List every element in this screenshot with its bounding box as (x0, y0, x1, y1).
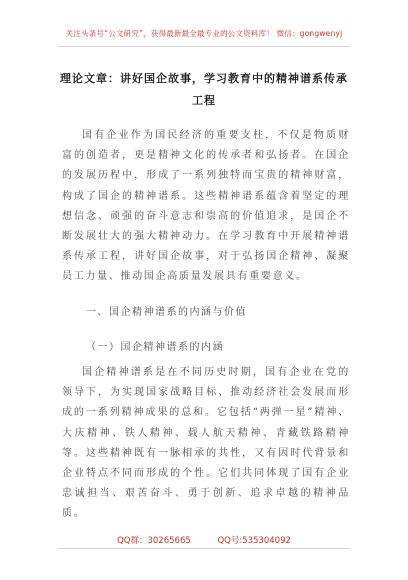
section-heading: 一、国企精神谱系的内涵与价值 (86, 307, 247, 318)
footer-contact (0, 534, 408, 546)
footer-divider (58, 548, 350, 549)
paragraph-intro: 国有企业作为国民经济的重要支柱，不仅是物质财富的创造者，更是精神文化的传承者和弘扬者。在国企的发展历程中，形成了一系列独特而宝贵的精神财富，构成了国企的精神谱系。这些精神谱系蕴含着坚定的理想信念、顽强的奋斗意志和崇高的价值追求，是国企不断发展壮大的强大精神动力。在学习教育中开展精神谱系传承工程，讲好国企故事，对于弘扬国企精神、凝聚员工力量、推动国企高质量发展具有重要意义。 (62, 130, 350, 283)
document-title: 理论文章：讲好国企故事，学习教育中的精神谱系传承工程 (60, 72, 348, 107)
footer-qq-number: QQ号:535304092 (217, 536, 291, 546)
header-divider (58, 46, 350, 47)
subsection-heading: （一）国企精神谱系的内涵 (86, 342, 224, 353)
header-banner: 关注头条号“公文研究”，获得最新最全最专业的公文资料库！ 微信：gongwenyj (65, 29, 343, 38)
paragraph-definition: 国企精神谱系是在不同历史时期，国有企业在党的领导下，为实现国家战略目标、推动经济社会发展而形成的一系列精神成果的总和。它包括“两弹一星”精神、大庆精神、铁人精神、载人航天精神、青藏铁路精神等。这些精神既有一脉相承的共性，又有因时代背景和企业特点不同而形成的个性。它们共同体现了国有企业忠诚担当、艰苦奋斗、勇于创新、追求卓越的精神品质。 (62, 367, 350, 520)
footer-qq-group: QQ群：30265665 (117, 536, 191, 546)
